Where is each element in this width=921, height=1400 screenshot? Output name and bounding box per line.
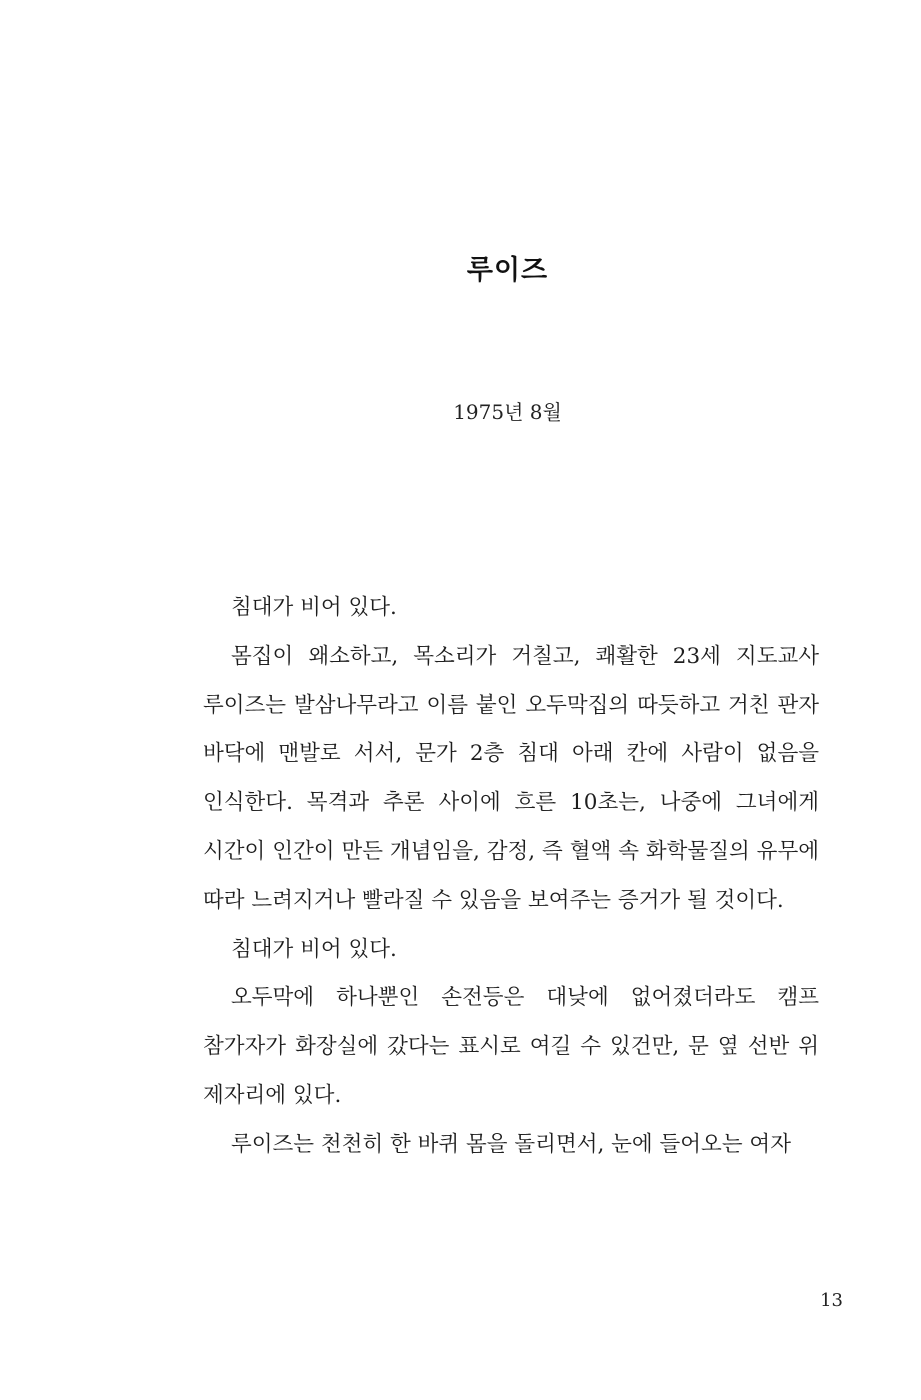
chapter-title: 루이즈 [466, 255, 549, 286]
paragraph: 몸집이 왜소하고, 목소리가 거칠고, 쾌활한 23세 지도교사 루이즈는 발삼나무라고 이름 붙인 오두막집의 따듯하고 거친 판자 바닥에 맨발로 서서, 문가 2층 침대 아래 칸에 사람이 없음을 인식한다. 목격과 추론 사이에 흐른 10초는, 나중에 그녀에게 시간이 인간이 만든 개념임을, 감정, 즉 혈액 속 화학물질의 유무에 따라 느려지거나 빨라질 수 있음을 보여주는 증거가 될 것이다. [203, 643, 819, 913]
paragraph: 루이즈는 천천히 한 바퀴 몸을 돌리면서, 눈에 들어오는 여자 [231, 1131, 791, 1157]
page-number: 13 [820, 1290, 843, 1311]
paragraph: 오두막에 하나뿐인 손전등은 대낮에 없어졌더라도 캠프 참가자가 화장실에 갔다는 표시로 여길 수 있건만, 문 옆 선반 위 제자리에 있다. [203, 985, 819, 1108]
paragraph: 침대가 비어 있다. [231, 595, 397, 620]
body-text [203, 584, 819, 1170]
paragraph: 침대가 비어 있다. [231, 936, 397, 962]
chapter-date: 1975년 8월 [453, 400, 562, 424]
